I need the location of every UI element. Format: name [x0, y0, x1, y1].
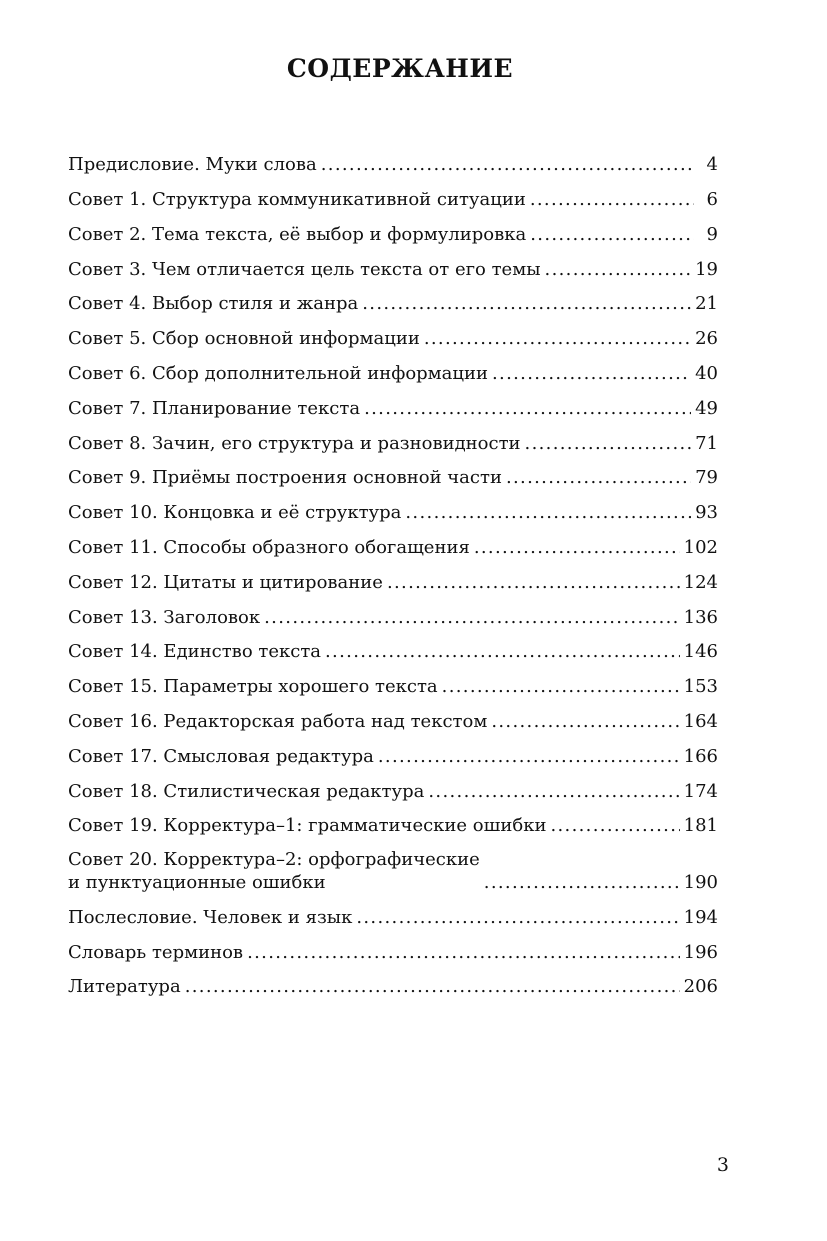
toc-entry-glossary[interactable] [68, 929, 718, 964]
dot-leader [525, 433, 692, 456]
toc-entry-advice-2[interactable] [68, 212, 718, 247]
dot-leader [550, 815, 679, 838]
toc-entry-title: Совет 19. Корректура–1: грамматические ошибки [68, 815, 547, 837]
toc-entry-page: 190 [683, 871, 718, 893]
toc-entry-references[interactable] [68, 964, 718, 999]
toc-entry-page: 26 [695, 328, 718, 350]
dot-leader [378, 746, 680, 769]
toc-entry-advice-13[interactable] [68, 594, 718, 629]
toc-entry-title: Совет 4. Выбор стиля и жанра [68, 293, 359, 315]
toc-entry-preface[interactable] [68, 142, 718, 177]
toc-entry-title: Послесловие. Человек и язык [68, 906, 353, 928]
toc-entry-afterword[interactable] [68, 894, 718, 929]
toc-entry-page: 6 [706, 189, 718, 211]
toc-entry-page: 181 [683, 815, 718, 837]
dot-leader [484, 872, 680, 895]
toc-entry-advice-15[interactable] [68, 664, 718, 699]
toc-entry-title: Совет 7. Планирование текста [68, 397, 361, 419]
toc-entry-page: 71 [695, 432, 718, 454]
page-title: СОДЕРЖАНИЕ [286, 54, 514, 83]
toc-entry-page: 9 [706, 223, 718, 245]
toc-entry-title: Совет 11. Способы образного обогащения [68, 537, 470, 559]
dot-leader [491, 711, 679, 734]
toc-entry-page: 21 [695, 293, 718, 315]
dot-leader [530, 189, 694, 212]
toc-entry-advice-9[interactable] [68, 455, 718, 490]
dot-leader [405, 502, 691, 525]
toc-entry-advice-16[interactable] [68, 699, 718, 734]
toc-entry-page: 40 [695, 363, 718, 385]
toc-entry-title: Совет 8. Зачин, его структура и разновидности [68, 432, 521, 454]
toc-entry-title: Совет 3. Чем отличается цель текста от его темы [68, 258, 541, 280]
toc-entry-title [68, 849, 480, 894]
toc-entry-page: 93 [695, 502, 718, 524]
dot-leader [387, 572, 680, 595]
dot-leader [264, 607, 680, 630]
toc-entry-title: Совет 5. Сбор основной информации [68, 328, 420, 350]
toc-entry-advice-14[interactable] [68, 629, 718, 664]
toc-entry-advice-20[interactable] [68, 838, 718, 895]
toc-entry-advice-18[interactable] [68, 768, 718, 803]
toc-entry-page: 4 [706, 154, 718, 176]
toc-entry-title: Литература [68, 976, 181, 998]
toc-entry-title: Совет 14. Единство текста [68, 641, 322, 663]
toc-entry-title: Совет 6. Сбор дополнительной информации [68, 363, 488, 385]
dot-leader [428, 781, 679, 804]
toc-entry-page: 136 [683, 606, 718, 628]
toc-entry-advice-8[interactable] [68, 420, 718, 455]
toc-entry-advice-7[interactable] [68, 386, 718, 421]
toc-entry-advice-12[interactable] [68, 560, 718, 595]
dot-leader [492, 363, 691, 386]
toc-entry-title: Совет 15. Параметры хорошего текста [68, 676, 438, 698]
toc-entry-advice-4[interactable] [68, 281, 718, 316]
toc-entry-page: 49 [695, 397, 718, 419]
toc-entry-page: 196 [683, 941, 718, 963]
toc-entry-page: 174 [683, 780, 718, 802]
toc-entry-title-line-2: и пунктуационные ошибки [68, 871, 326, 893]
toc-entry-title: Совет 9. Приёмы построения основной части [68, 467, 502, 489]
dot-leader [247, 942, 680, 965]
toc-entry-advice-6[interactable] [68, 351, 718, 386]
toc-entry-page: 146 [683, 641, 718, 663]
toc-entry-page: 164 [683, 711, 718, 733]
toc-entry-advice-1[interactable] [68, 177, 718, 212]
toc-entry-page: 79 [695, 467, 718, 489]
dot-leader [325, 641, 680, 664]
dot-leader [321, 154, 694, 177]
toc-entry-title: Совет 2. Тема текста, её выбор и формулировка [68, 223, 527, 245]
toc-entry-advice-3[interactable] [68, 246, 718, 281]
table-of-contents [68, 142, 718, 999]
toc-entry-page: 19 [695, 258, 718, 280]
dot-leader [506, 467, 691, 490]
dot-leader [474, 537, 680, 560]
toc-entry-page: 206 [683, 976, 718, 998]
dot-leader [362, 293, 691, 316]
toc-entry-advice-5[interactable] [68, 316, 718, 351]
toc-entry-title: Совет 13. Заголовок [68, 606, 261, 628]
toc-entry-title: Совет 10. Концовка и её структура [68, 502, 402, 524]
toc-entry-title: Совет 16. Редакторская работа над текстом [68, 711, 488, 733]
toc-entry-title: Совет 18. Стилистическая редактура [68, 780, 425, 802]
toc-entry-advice-11[interactable] [68, 525, 718, 560]
toc-entry-page: 124 [683, 571, 718, 593]
toc-entry-title-line-1: Совет 20. Корректура–2: орфографические [68, 849, 480, 871]
dot-leader [185, 976, 680, 999]
toc-entry-title: Совет 1. Структура коммуникативной ситуации [68, 189, 526, 211]
toc-entry-title: Совет 17. Смысловая редактура [68, 745, 374, 767]
page-number: 3 [716, 1154, 729, 1176]
dot-leader [530, 224, 694, 247]
dot-leader [545, 259, 692, 282]
toc-entry-page: 102 [683, 537, 718, 559]
toc-entry-page: 194 [683, 906, 718, 928]
toc-entry-page: 166 [683, 745, 718, 767]
dot-leader [356, 907, 679, 930]
toc-entry-title: Словарь терминов [68, 941, 244, 963]
toc-entry-title: Предисловие. Муки слова [68, 154, 317, 176]
toc-entry-advice-10[interactable] [68, 490, 718, 525]
dot-leader [364, 398, 691, 421]
dot-leader [442, 676, 680, 699]
toc-entry-page: 153 [683, 676, 718, 698]
toc-entry-title: Совет 12. Цитаты и цитирование [68, 571, 383, 593]
dot-leader [424, 328, 691, 351]
toc-entry-advice-19[interactable] [68, 803, 718, 838]
toc-entry-advice-17[interactable] [68, 734, 718, 769]
